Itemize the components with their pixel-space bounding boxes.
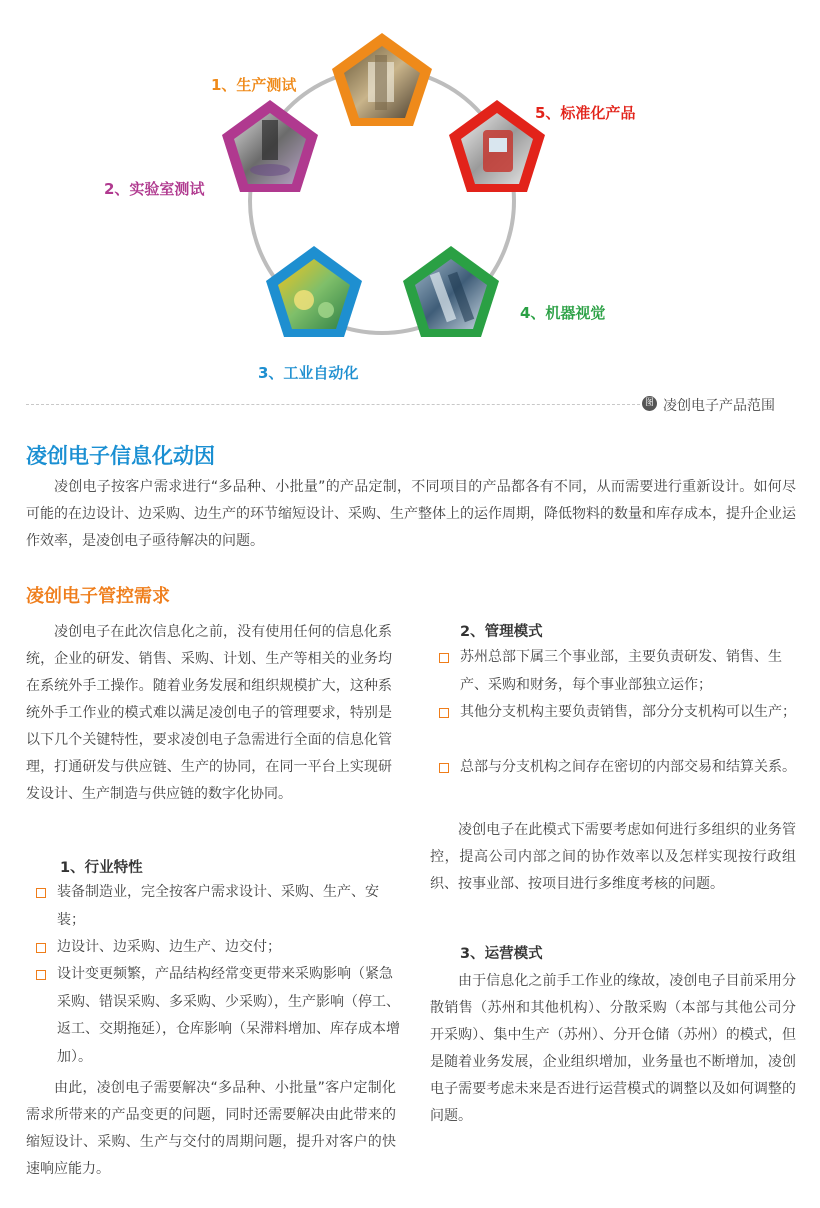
management-summary: 凌创电子在此模式下需要考虑如何进行多组织的业务管控，提高公司内部之间的协作效率以及怎样实现按行政组织、按事业部、按项目进行多维度考核的问题。 [430,822,796,892]
industry-item: 装备制造业，完全按客户需求设计、采购、生产、安装； [57,884,379,928]
product-range-diagram [0,0,820,420]
node-machine-vision [403,246,499,337]
industry-item: 设计变更频繁，产品结构经常变更带来采购影响（紧急采购、错误采购、多采购、少采购），生产影响（停工、返工、交期拖延），仓库影响（呆滞料增加、库存成本增加）。 [57,966,400,1065]
operation-title: 3、运营模式 [460,946,543,962]
figure-caption: 凌创电子产品范围 [663,398,775,414]
section-title-requirements: 凌创电子管控需求 [26,586,170,607]
bullet-box [36,970,46,980]
industry-summary: 由此，凌创电子需要解决“多品种、小批量”客户定制化需求所带来的产品变更的问题，同时还需要解决由此带来的缩短设计、采购、生产与交付的周期问题，提升对客户的快速响应能力。 [26,1080,396,1177]
management-item: 总部与分支机构之间存在密切的内部交易和结算关系。 [460,759,796,775]
node-label-machine-vision: 4、机器视觉 [520,304,606,322]
bullet-box [36,943,46,953]
node-label-lab-test: 2、实验室测试 [104,180,205,198]
caption-divider [26,404,640,405]
industry-item: 边设计、边采购、边生产、边交付； [57,939,281,955]
product-range-figure [0,0,820,420]
management-title: 2、管理模式 [460,624,543,640]
section-title-motivation: 凌创电子信息化动因 [26,444,215,468]
bullet-box [439,653,449,663]
bullet-box [36,888,46,898]
node-lab-test [222,100,318,192]
management-item: 苏州总部下属三个事业部，主要负责研发、销售、生产、采购和财务，每个事业部独立运作； [460,649,782,693]
bullet-box [439,763,449,773]
node-production-test [332,33,432,126]
node-label-production-test: 1、生产测试 [211,76,297,94]
management-item: 其他分支机构主要负责销售，部分分支机构可以生产； [460,704,796,720]
node-standard-product [449,100,545,192]
operation-paragraph: 由于信息化之前手工作业的缘故，凌创电子目前采用分散销售（苏州和其他机构）、分散采购（本部与其他公司分开采购）、集中生产（苏州）、分开仓储（苏州）的模式，但是随着业务发展，企业组织增加，业务量也不断增加，凌创电子需要考虑未来是否进行运营模式的调整以及如何调整的问题。 [430,973,796,1124]
industry-title: 1、行业特性 [60,860,143,876]
bullet-box [439,708,449,718]
motivation-paragraph: 凌创电子按客户需求进行“多品种、小批量”的产品定制，不同项目的产品都各有不同，从而需要进行重新设计。如何尽可能的在边设计、边采购、边生产的环节缩短设计、采购、生产整体上的运作周期，降低物料的数量和库存成本，提升企业运作效率，是凌创电子亟待解决的问题。 [26,479,796,549]
node-label-industrial-automation: 3、工业自动化 [258,364,359,382]
node-industrial-automation [266,246,362,337]
caption-badge: 图 [642,396,657,411]
requirements-intro: 凌创电子在此次信息化之前，没有使用任何的信息化系统，企业的研发、销售、采购、计划、生产等相关的业务均在系统外手工操作。随着业务发展和组织规模扩大，这种系统外手工作业的模式难以满足凌创电子的管理要求，特别是以下几个关键特性，要求凌创电子急需进行全面的信息化管理，打通研发与供应链、生产的协同，在同一平台上实现研发设计、生产制造与供应链的数字化协同。 [26,624,392,802]
node-label-standard-product: 5、标准化产品 [535,104,636,122]
